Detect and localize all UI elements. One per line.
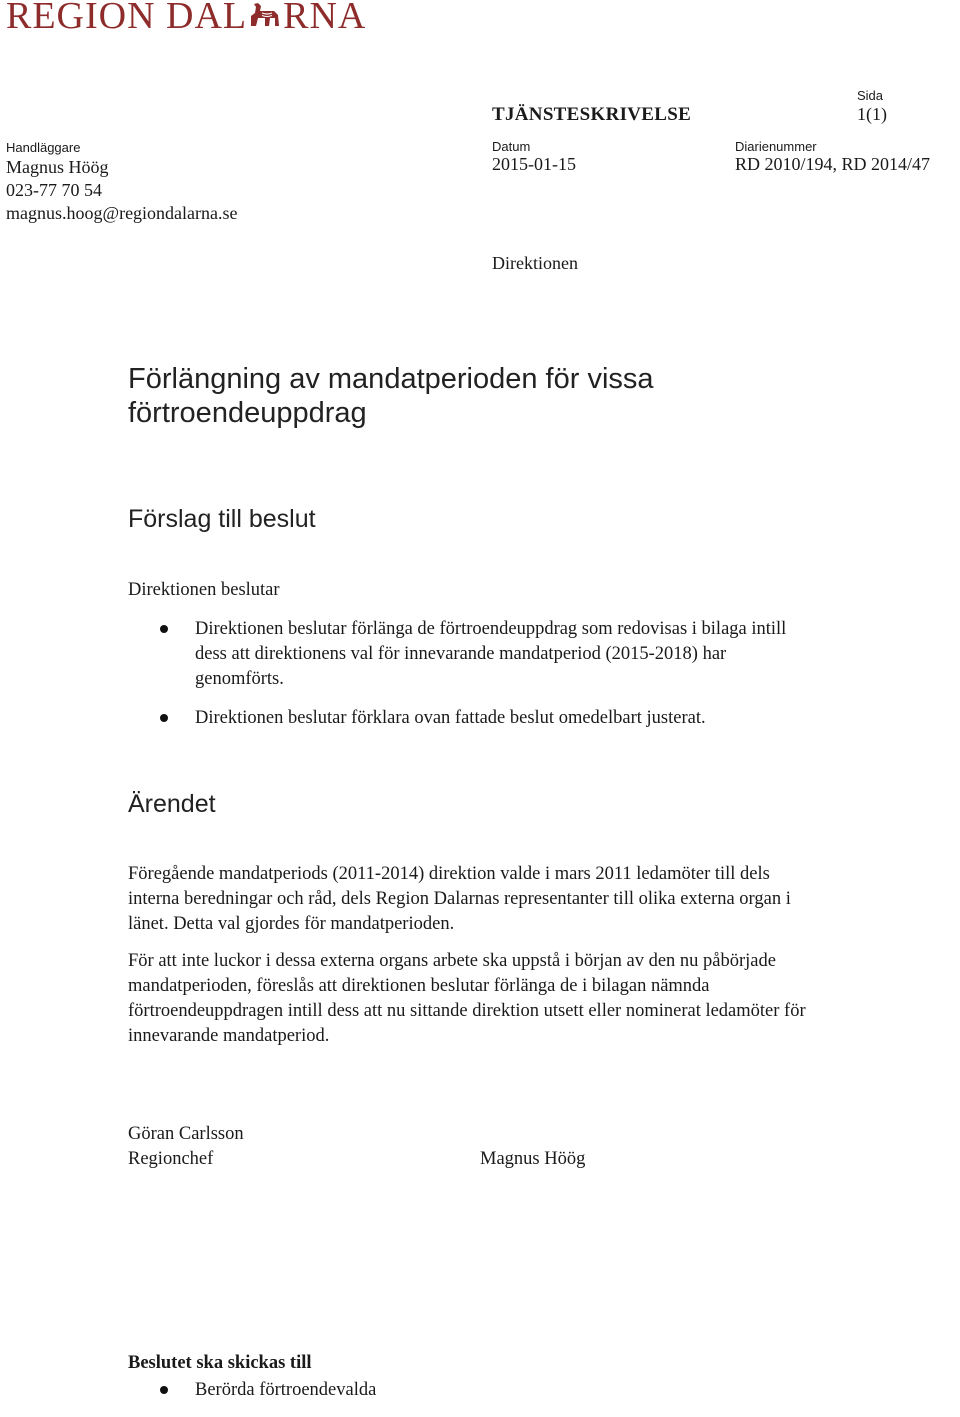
signatory-title: Regionchef	[128, 1149, 214, 1169]
proposal-item	[128, 706, 808, 731]
diarienummer-value: RD 2010/194, RD 2014/47	[735, 154, 931, 174]
page-title: Förlängning av mandatperioden för vissa förtroendeuppdrag	[128, 363, 654, 429]
proposal-list	[128, 617, 808, 745]
handlaggare-name: Magnus Höög	[6, 157, 109, 177]
dala-horse-icon	[248, 0, 282, 33]
arende-paragraph: Föregående mandatperiods (2011-2014) direktion valde i mars 2011 ledamöter till dels interna beredningar och råd, dels Region Dalarnas representanter till olika externa organ i länet. Detta val gjordes för mandatperioden.	[128, 864, 791, 934]
bullet-icon	[160, 1386, 168, 1394]
signatory-name: Magnus Höög	[480, 1149, 586, 1169]
distribution-heading: Beslutet ska skickas till	[128, 1353, 312, 1373]
recipient: Direktionen	[492, 253, 578, 273]
distribution-list	[128, 1378, 808, 1417]
sida-value: 1(1)	[857, 104, 887, 124]
arende-heading: Ärendet	[128, 790, 216, 818]
distribution-item	[128, 1378, 808, 1403]
proposal-item-text: Direktionen beslutar förlänga de förtroendeuppdrag som redovisas i bilaga intill dess att direktionens val för innevarande mandatperiod (2015-2018) har genomförts.	[195, 619, 787, 689]
distribution-item-text: Berörda förtroendevalda	[195, 1380, 377, 1400]
handlaggare-label: Handläggare	[6, 140, 81, 155]
proposal-intro: Direktionen beslutar	[128, 580, 280, 600]
bullet-icon	[160, 714, 168, 722]
datum-value: 2015-01-15	[492, 154, 576, 174]
proposal-heading: Förslag till beslut	[128, 505, 316, 533]
diarienummer-label: Diarienummer	[735, 139, 817, 154]
sida-label: Sida	[857, 88, 884, 103]
proposal-item-text: Direktionen beslutar förklara ovan fattade beslut omedelbart justerat.	[195, 708, 706, 728]
handlaggare-phone: 023-77 70 54	[6, 180, 102, 200]
logo-text-part1: REGION DAL	[6, 0, 248, 37]
datum-label: Datum	[492, 139, 531, 154]
document-type: TJÄNSTESKRIVELSE	[492, 104, 692, 125]
handlaggare-email: magnus.hoog@regiondalarna.se	[6, 203, 238, 223]
bullet-icon	[160, 625, 168, 633]
signatory-name: Göran Carlsson	[128, 1124, 244, 1144]
logo-text-part2: RNA	[283, 0, 367, 37]
proposal-item	[128, 617, 808, 692]
arende-paragraph: För att inte luckor i dessa externa organs arbete ska uppstå i början av den nu påbörjade mandatperioden, föreslås att direktionen beslutar förlänga de i bilagan nämnda förtroendeuppdragen intill dess att nu sittande direktion utsett eller nominerat ledamöter för innevarande mandatperiod.	[128, 951, 806, 1046]
region-dalarna-logo	[6, 0, 366, 38]
